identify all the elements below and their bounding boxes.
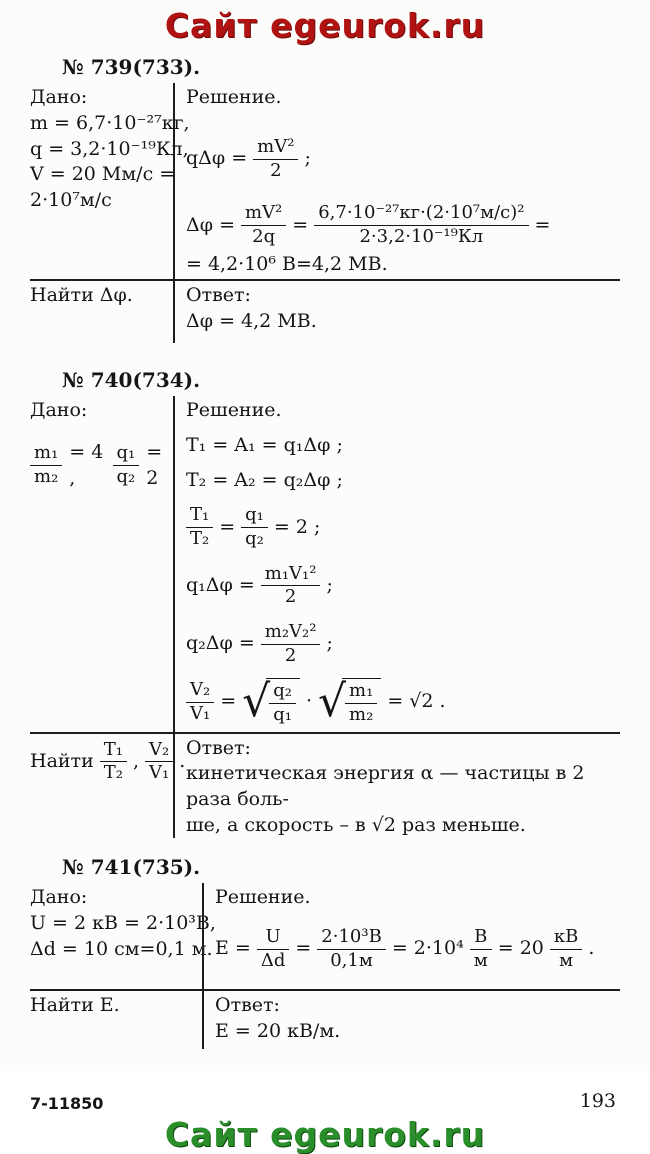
equation-text: q₁Δφ = [186,573,255,596]
given-label: Дано: [30,886,88,909]
fraction: $\frac{\text{m₁V₁²}}{2}$ [261,564,321,608]
equation-text: ; [326,632,333,655]
print-code: 7-11850 [30,1094,104,1114]
problem-740-find-cell [30,734,186,839]
given-line: q = 3,2·10⁻¹⁹Кл, [30,137,189,160]
equation-text: E = [215,937,251,960]
equation-text: qΔφ = [186,147,248,170]
problem-741-find-cell [30,991,202,1049]
equation-text: = 2·10⁴ [391,937,464,960]
problem-740 [30,367,620,838]
problem-739-find-cell [30,281,173,343]
equation-text: . [588,937,595,960]
fraction: $\frac{кВ}{м}$ [550,927,582,971]
problem-739 [30,54,620,343]
fraction: $\frac{\text{m₁}}{\text{m₂}}$ [345,681,377,725]
equation-text: = [534,213,551,236]
fraction: $\frac{\text{V₂}}{\text{V₁}}$ [186,680,214,724]
fraction: $\frac{\text{m₂V₂²}}{2}$ [261,622,321,666]
problem-741-answer-cell [202,991,620,1049]
problem-741-table [30,883,620,1049]
fraction: $\frac{\text{T₁}}{\text{T₂}}$ [186,505,213,549]
fraction: $\frac{\text{2·10³В}}{0,1м}$ [317,927,386,971]
page-number: 193 [579,1090,616,1113]
problem-741-number: № 741(735). [62,855,201,880]
fraction: $\frac{\text{q₁}}{\text{q₂}}$ [113,443,140,487]
find-separator: , [132,750,140,773]
problem-740-number: № 740(734). [62,368,201,393]
find-text: Найти Δφ. [30,284,133,307]
site-watermark-bottom: Сайт egeurok.ru [164,1114,486,1154]
find-period: . [179,750,186,773]
equation-text: ; [326,573,333,596]
fraction: $\frac{\text{6,7·10⁻²⁷кг·(2·10⁷м/с)²}}{\text{2·3,2·10⁻¹⁹Кл}}$ [314,203,528,247]
site-watermark-top: Сайт egeurok.ru [164,6,486,45]
equation-text: = 4 , [69,440,104,489]
equation [186,137,620,181]
equation-text: = 20 [497,937,544,960]
fraction: $\frac{\text{q₁}}{\text{q₂}}$ [241,505,268,549]
problem-741-main-row [30,883,620,989]
equation-text: Δφ = [186,213,235,236]
problem-739-answer-cell [173,281,620,343]
given-line: U = 2 кВ = 2·10³В, [30,911,216,934]
equation: T₂ = A₂ = q₂Δφ ; [186,468,343,491]
equation: T₁ = A₁ = q₁Δφ ; [186,433,343,456]
equation [186,203,620,247]
given-label: Дано: [30,86,88,109]
problem-740-given-column [30,396,173,731]
problem-740-main-row [30,396,620,731]
find-text: Найти E. [30,994,120,1017]
equation-text: = [220,690,237,713]
equation-text: = 2 [146,440,163,489]
square-root [242,676,300,728]
answer-text: E = 20 кВ/м. [215,1019,341,1042]
given-line [30,440,173,491]
given-line: V = 20 Мм/с = [30,163,176,186]
equation [186,564,620,608]
fraction: $\frac{\text{q₂}}{\text{q₁}}$ [269,681,296,725]
equation-text: = 2 ; [273,515,321,538]
equation [186,505,620,549]
equation-text: · [305,690,312,713]
problem-739-number: № 739(733). [62,55,201,80]
answer-label: Ответ: [215,994,280,1017]
equation-text: = [219,515,236,538]
answer-text: Δφ = 4,2 МВ. [186,309,317,332]
equation [215,927,620,971]
problem-739-main-row [30,83,620,279]
equation-text: = [292,213,309,236]
radical-sign: √ [317,676,347,728]
problem-739-table [30,83,620,343]
problem-740-answer-cell [173,734,620,839]
problem-740-table [30,396,620,838]
equation-result: = 4,2·10⁶ В=4,2 МВ. [186,252,388,275]
solution-label: Решение. [186,86,282,109]
problem-739-given-column [30,83,190,279]
equation-text: ; [304,147,311,170]
fraction: $\frac{\text{V₂}}{\text{V₁}}$ [145,740,173,784]
page-footer [30,1089,616,1115]
fraction: $\frac{В}{м}$ [470,927,492,971]
problem-739-answer-row [30,279,620,343]
fraction: $\frac{\text{T₁}}{\text{T₂}}$ [100,740,127,784]
equation-text: = √2 . [387,690,446,713]
problem-741-solution-column [202,883,620,989]
given-line: 2·10⁷м/с [30,188,112,211]
problem-741 [30,854,620,1049]
given-label: Дано: [30,399,88,422]
problem-740-solution-column [173,396,620,731]
equation-text: q₂Δφ = [186,632,255,655]
radical-sign: √ [242,676,271,728]
find-label: Найти [30,750,94,773]
given-line: Δd = 10 см=0,1 м. [30,937,213,960]
fraction: $\frac{U}{\Delta d}$ [257,927,290,971]
problem-741-answer-row [30,989,620,1049]
given-line: m = 6,7·10⁻²⁷кг, [30,111,190,134]
solution-label: Решение. [186,399,282,422]
square-root [317,676,381,728]
equation-text: = [295,937,312,960]
equation [186,622,620,666]
problem-741-given-column [30,883,216,989]
equation [186,676,620,728]
find-text [30,734,186,784]
answer-label: Ответ: [186,284,251,307]
problem-740-answer-row [30,732,620,839]
fraction: $\frac{\text{mV²}}{2}$ [253,137,298,181]
answer-text: ше, а скорость – в √2 раз меньше. [186,813,526,836]
problem-739-solution-column [173,83,620,279]
answer-text: кинетическая энергия α — частицы в 2 раза боль- [186,762,585,810]
fraction: $\frac{\text{mV²}}{2q}$ [241,203,286,247]
answer-label: Ответ: [186,736,251,759]
fraction: $\frac{\text{m₁}}{\text{m₂}}$ [30,443,62,487]
solution-label: Решение. [215,886,311,909]
